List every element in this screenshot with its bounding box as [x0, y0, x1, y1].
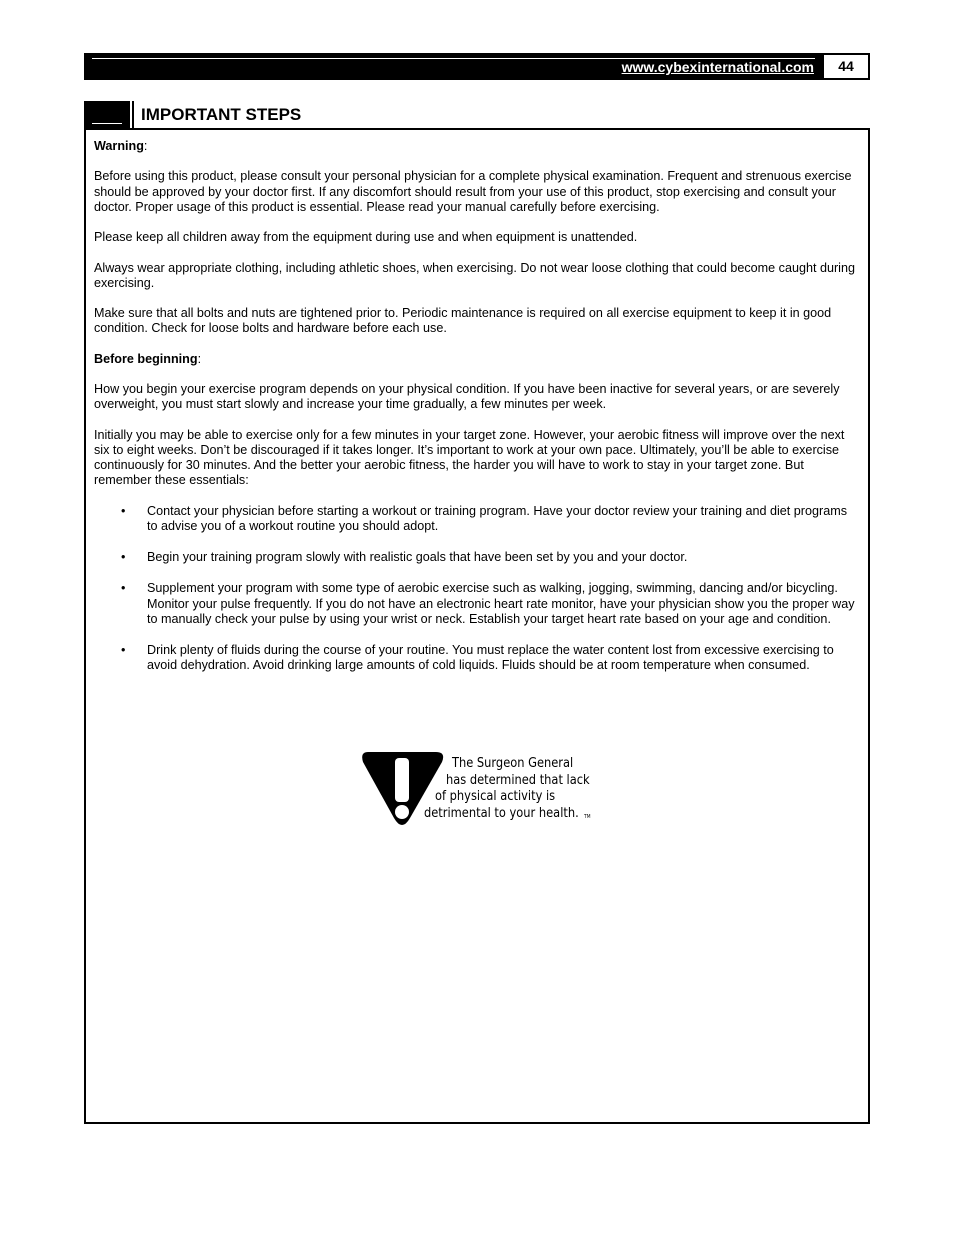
- surgeon-general-graphic: [360, 748, 600, 830]
- list-item: [94, 581, 860, 627]
- before-colon: :: [197, 351, 202, 366]
- surgeon-line-1: The Surgeon General: [452, 756, 574, 771]
- list-item: [94, 643, 860, 673]
- bullet-icon: •: [121, 550, 126, 565]
- paragraph-children: Please keep all children away from the equipment during use and when equipment is unattended.: [94, 230, 638, 245]
- surgeon-line-4: detrimental to your health.: [424, 806, 579, 821]
- website-link[interactable]: www.cybexinternational.com: [621, 59, 814, 75]
- header-bar: [84, 53, 870, 80]
- list-item-text: Contact your physician before starting a workout or training program. Have your doctor review your training and diet programs to advise you of a workout routine you should adopt.: [147, 503, 847, 533]
- warning-heading: [94, 139, 860, 154]
- content-box: [84, 128, 870, 1124]
- before-heading: [94, 352, 860, 367]
- surgeon-line-3: of physical activity is: [435, 789, 556, 804]
- list-item: [94, 550, 860, 565]
- bullet-icon: •: [121, 581, 126, 596]
- paragraph-maintenance: Make sure that all bolts and nuts are tightened prior to. Periodic maintenance is required on all exercise equipment to keep it in good condition. Check for loose bolts and hardware before each use.: [94, 306, 832, 336]
- surgeon-line-2: has determined that lack: [446, 773, 590, 788]
- bullet-icon: •: [121, 503, 126, 518]
- essentials-list: [94, 504, 860, 674]
- paragraph-clothing: Always wear appropriate clothing, including athletic shoes, when exercising. Do not wear loose clothing that could become caught during exercising.: [94, 260, 855, 290]
- bullet-icon: •: [121, 642, 126, 657]
- page-number: 44: [824, 55, 868, 78]
- warning-label: Warning: [94, 139, 144, 153]
- content-body: [94, 139, 860, 689]
- paragraph-begin: How you begin your exercise program depends on your physical condition. If you have been inactive for several years, or are severely overweight, you must start slowly and increase your time gradually, a few minutes per week.: [94, 382, 840, 412]
- list-item-text: Begin your training program slowly with realistic goals that have been set by you and your doctor.: [147, 550, 688, 565]
- paragraph-physician: Before using this product, please consult your personal physician for a complete physical examination. Frequent and strenuous exercise should be approved by your doctor first. If any discomfort should result from your use of this product, stop exercising and consult your doctor. Proper usage of this product is essential. Please read your manual carefully before exercising.: [94, 169, 852, 214]
- section-tab: [84, 101, 130, 128]
- list-item-text: Supplement your program with some type of aerobic exercise such as walking, jogging, swimming, dancing and/or bicycling. Monitor your pulse frequently. If you do not have an electronic heart rate monitor, have your physician show you the proper way to manually check your pulse by using your wrist or neck. Establish your target heart rate based on your age and condition.: [147, 581, 855, 626]
- section-tab-divider: [132, 101, 134, 128]
- before-label: Before beginning: [94, 351, 198, 366]
- trademark-mark: TM: [584, 814, 591, 820]
- section-header: [84, 101, 870, 128]
- list-item-text: Drink plenty of fluids during the course of your routine. You must replace the water content lost from excessive exercising to avoid dehydration. Avoid drinking large amounts of cold liquids. Fluids should be at room temperature when consumed.: [147, 642, 834, 673]
- list-item: [94, 504, 860, 534]
- paragraph-initially: Initially you may be able to exercise only for a few minutes in your target zone. However, your aerobic fitness will improve over the next six to eight weeks. Don’t be discouraged if it takes longer. It’s important to work at your own pace. Ultimately, you’ll be able to exercise continuously for 30 minutes. And the better your aerobic fitness, the harder you will have to work to stay in your target zone. But remember these essentials:: [94, 427, 845, 488]
- section-title: IMPORTANT STEPS: [141, 105, 302, 124]
- warning-colon: :: [143, 139, 148, 153]
